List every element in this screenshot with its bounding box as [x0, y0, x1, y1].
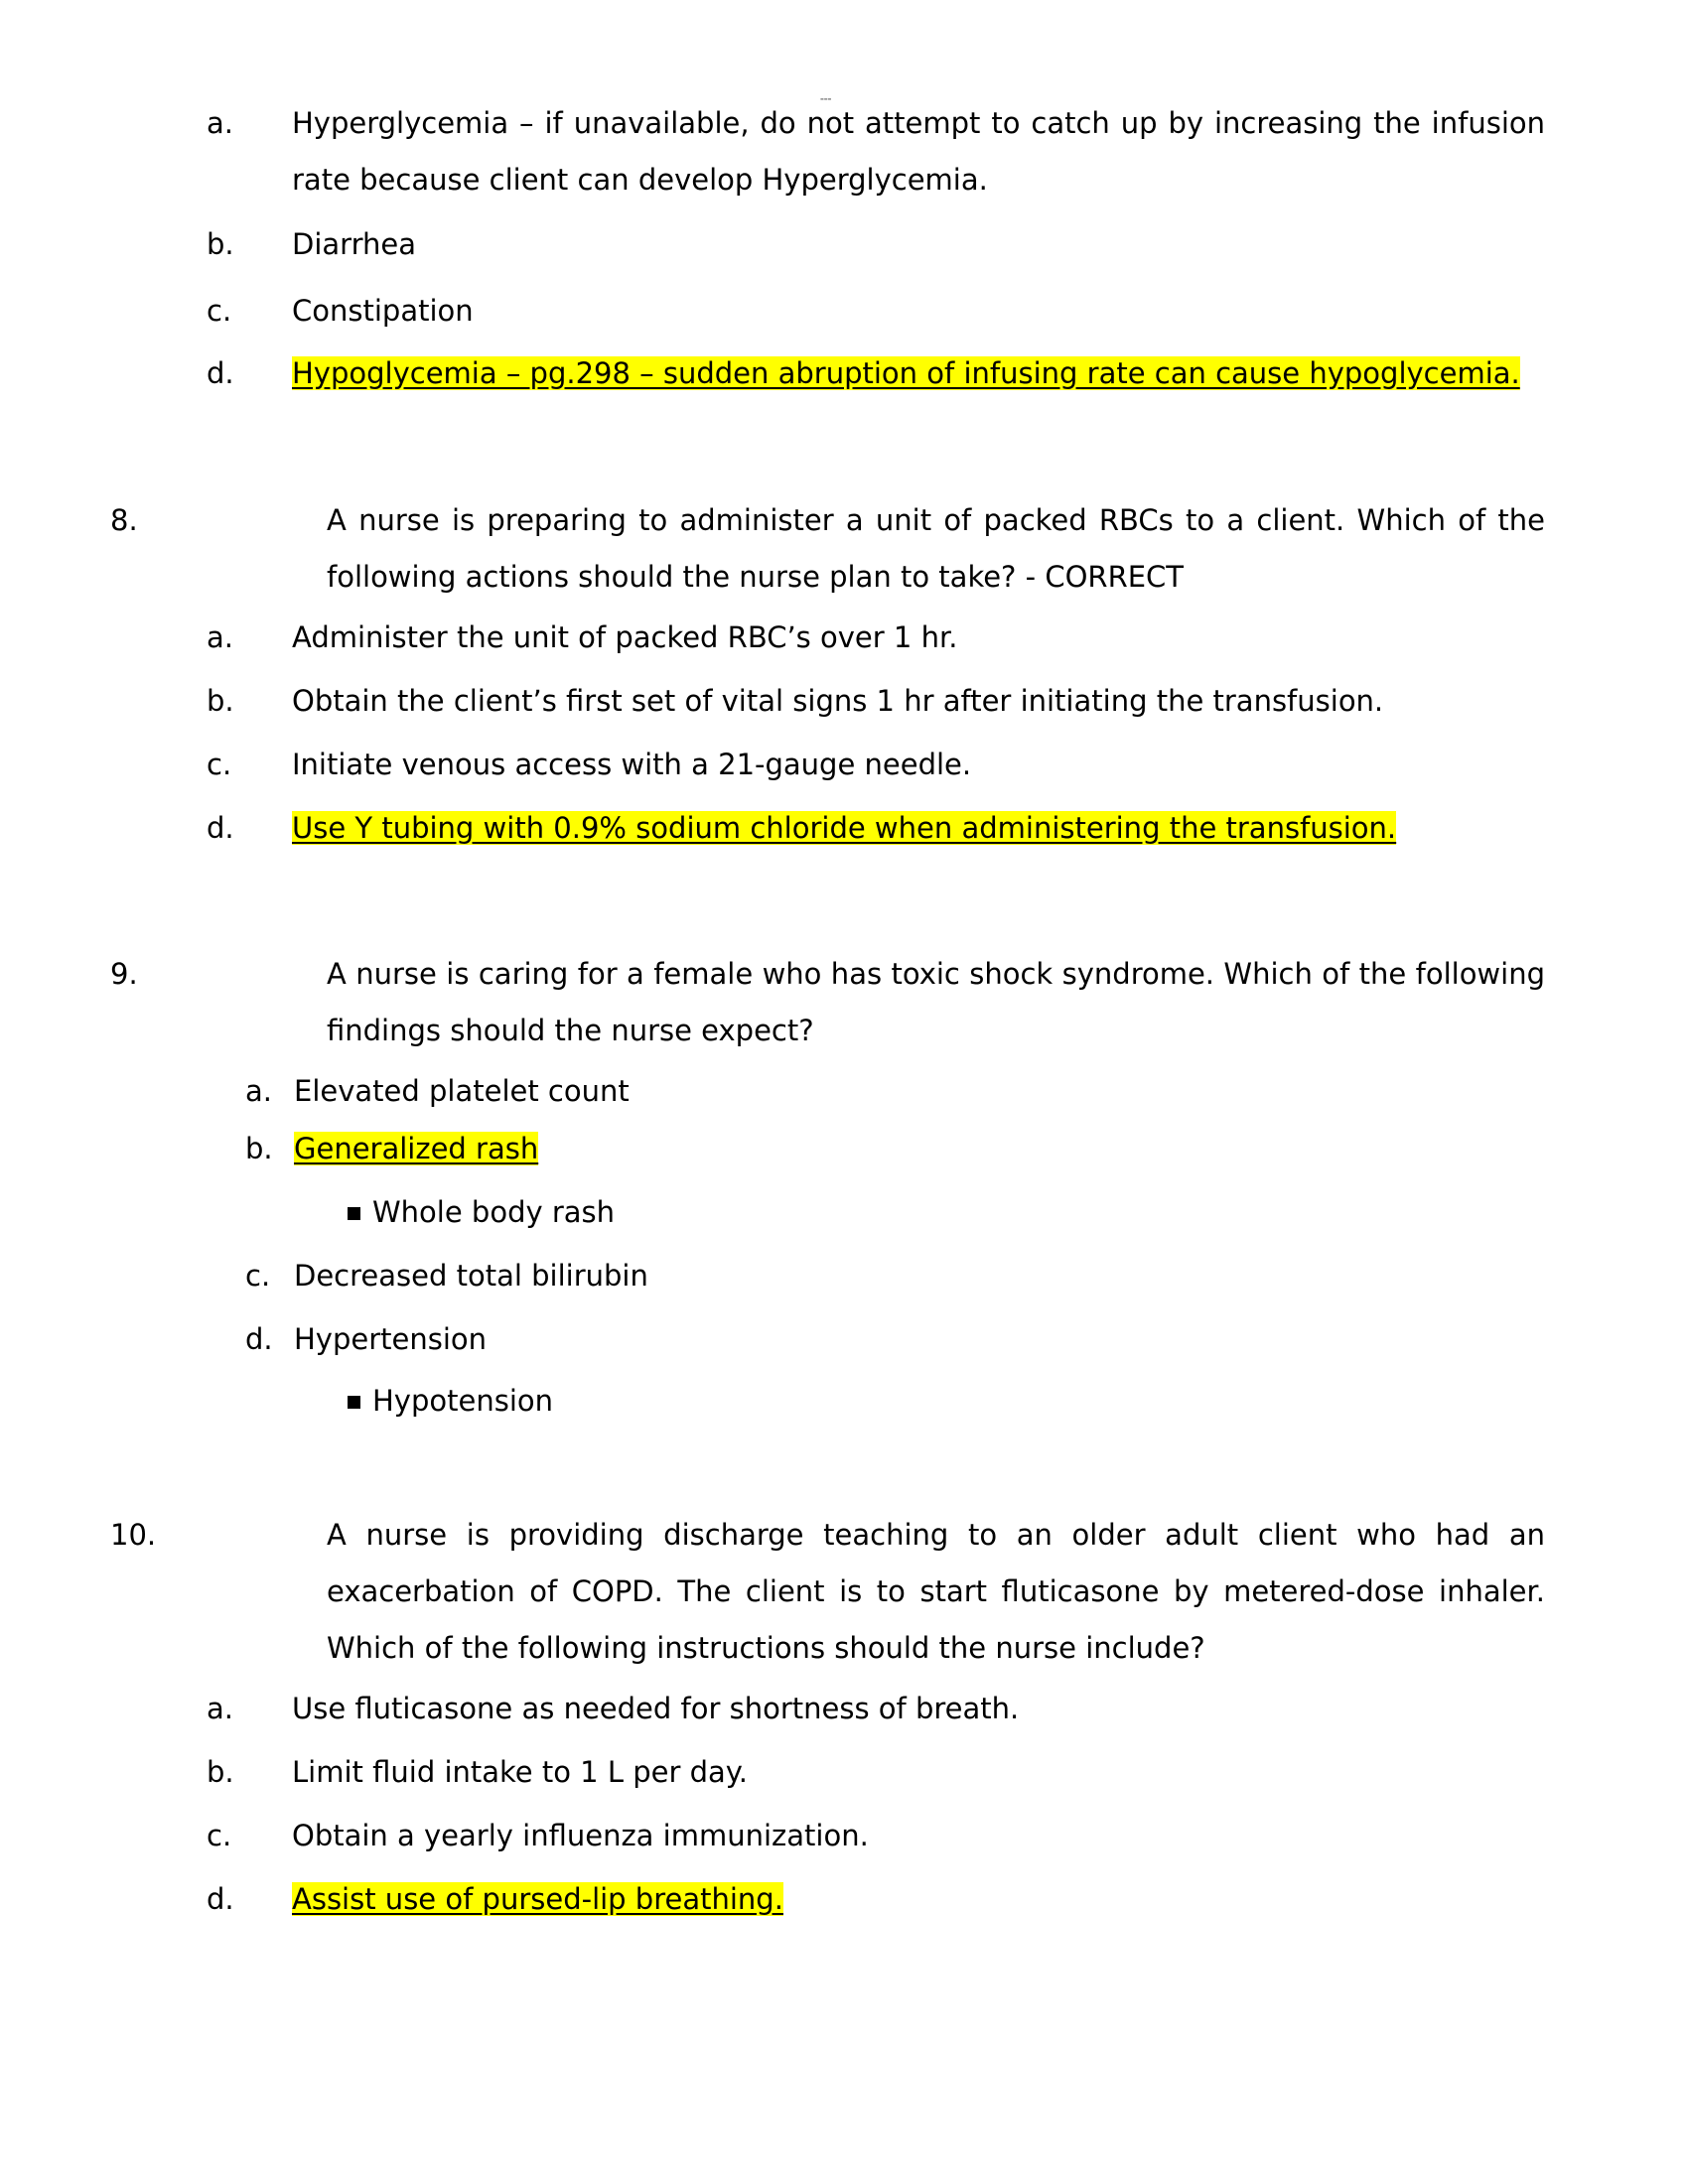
- q8-option-c-label: c.: [207, 748, 232, 781]
- q9-option-a-label: a.: [245, 1074, 272, 1108]
- q10-number: 10.: [110, 1518, 157, 1552]
- q8-question: A nurse is preparing to administer a unit of packed RBCs to a client. Which of the following actions should the nurse plan to take? - CORRECT: [327, 503, 1545, 594]
- q8-option-a: Administer the unit of packed RBC’s over 1 hr.: [292, 620, 958, 654]
- q9-question: A nurse is caring for a female who has toxic shock syndrome. Which of the following findings should the nurse expect?: [327, 957, 1545, 1047]
- q8-option-b-label: b.: [207, 684, 234, 718]
- q10-option-c: Obtain a yearly influenza immunization.: [292, 1819, 869, 1852]
- q9-option-d-label: d.: [245, 1322, 273, 1356]
- q8-option-c: Initiate venous access with a 21-gauge needle.: [292, 748, 972, 781]
- q9-option-c: Decreased total bilirubin: [294, 1259, 648, 1293]
- q9-option-c-label: c.: [245, 1259, 271, 1293]
- q8-option-a-label: a.: [207, 620, 233, 654]
- q7-option-a: Hyperglycemia – if unavailable, do not attempt to catch up by increasing the infusion rate because client can develop Hyperglycemia.: [292, 106, 1545, 197]
- bullet-square-icon: [348, 1207, 360, 1220]
- q8-number: 8.: [110, 503, 138, 537]
- q10-option-a: Use fluticasone as needed for shortness of breath.: [292, 1692, 1020, 1725]
- q7-option-b-label: b.: [207, 227, 234, 261]
- q10-option-b: Limit fluid intake to 1 L per day.: [292, 1755, 749, 1789]
- q9-number: 9.: [110, 957, 138, 991]
- q7-option-b: Diarrhea: [292, 227, 416, 261]
- q10-option-c-label: c.: [207, 1819, 232, 1852]
- bullet-square-icon: [348, 1396, 360, 1409]
- q7-option-c: Constipation: [292, 294, 474, 328]
- q9-option-b-note: Whole body rash: [372, 1195, 616, 1229]
- q10-option-d-label: d.: [207, 1882, 234, 1916]
- q9-option-b-label: b.: [245, 1132, 273, 1165]
- q7-option-d-answer: Hypoglycemia – pg.298 – sudden abruption of infusing rate can cause hypoglycemia.: [292, 356, 1520, 390]
- q8-option-d-label: d.: [207, 811, 234, 845]
- q8-option-b: Obtain the client’s first set of vital signs 1 hr after initiating the transfusion.: [292, 684, 1384, 718]
- q9-option-b-answer: Generalized rash: [294, 1132, 539, 1165]
- q7-option-a-label: a.: [207, 106, 233, 140]
- q8-option-d-answer: Use Y tubing with 0.9% sodium chloride when administering the transfusion.: [292, 811, 1397, 845]
- q10-option-a-label: a.: [207, 1692, 233, 1725]
- q10-question: A nurse is providing discharge teaching to an older adult client who had an exacerbation of COPD. The client is to start fluticasone by metered-dose inhaler. Which of the following instructions should the nurse include?: [327, 1518, 1545, 1665]
- q9-option-a: Elevated platelet count: [294, 1074, 630, 1108]
- q10-option-b-label: b.: [207, 1755, 234, 1789]
- q9-option-d-note: Hypotension: [372, 1384, 554, 1418]
- q9-option-d: Hypertension: [294, 1322, 488, 1356]
- q7-option-c-label: c.: [207, 294, 232, 328]
- page-header-mark: ▬▬▬: [820, 96, 832, 101]
- q7-option-d-label: d.: [207, 356, 234, 390]
- q10-option-d-answer: Assist use of pursed-lip breathing.: [292, 1882, 783, 1916]
